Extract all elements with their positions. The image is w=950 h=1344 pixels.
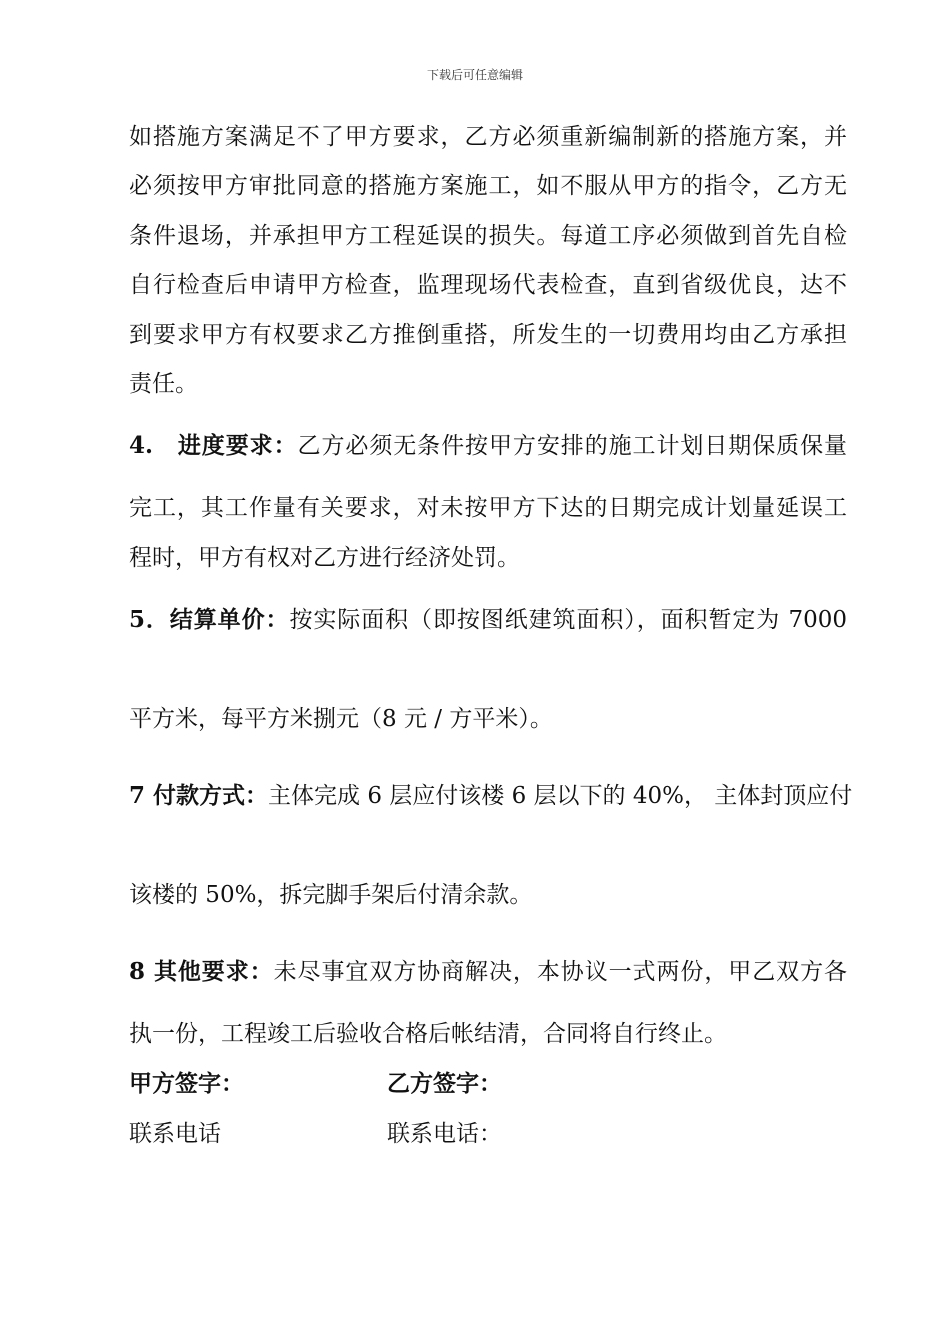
item5-line1 [129, 605, 847, 635]
paragraph-line: 条件退场，并承担甲方工程延误的损失。每道工序必须做到首先自检 [129, 223, 847, 249]
item7-label: 7 付款方式： [129, 782, 269, 809]
item5-label: 5．结算单价： [129, 606, 290, 633]
paragraph-line: 责任。 [129, 371, 198, 397]
item8-line1 [129, 957, 847, 987]
item4-line1 [129, 431, 847, 461]
item5-line2: 平方米，每平方米捌元（8 元 / 方平米）。 [129, 706, 553, 732]
page-header: 下载后可任意编辑 [426, 68, 523, 82]
item8-label: 8 其他要求： [129, 958, 274, 985]
item8-text: 未尽事宜双方协商解决，本协议一式两份，甲乙双方各 [273, 959, 847, 985]
item8-line2: 执一份，工程竣工后验收合格后帐结清，合同将自行终止。 [129, 1021, 727, 1047]
paragraph-line: 如搭施方案满足不了甲方要求，乙方必须重新编制新的搭施方案，并 [129, 124, 847, 150]
item7-line2: 该楼的 50%，拆完脚手架后付清余款。 [129, 882, 533, 908]
paragraph-line: 必须按甲方审批同意的搭施方案施工，如不服从甲方的指令，乙方无 [129, 173, 847, 199]
party-a-signature-label: 甲方签字： [129, 1070, 244, 1097]
item4-label: 4. 进度要求： [129, 432, 298, 459]
item4-line2: 完工，其工作量有关要求，对未按甲方下达的日期完成计划量延误工 [129, 495, 847, 521]
item5-text: 按实际面积（即按图纸建筑面积），面积暂定为 7000 [289, 607, 847, 633]
paragraph-line: 自行检查后申请甲方检查，监理现场代表检查，直到省级优良，达不 [129, 272, 847, 298]
party-b-signature-label: 乙方签字： [387, 1070, 502, 1097]
item4-line3: 程时，甲方有权对乙方进行经济处罚。 [129, 545, 520, 571]
item7-text: 主体完成 6 层应付该楼 6 层以下的 40%， 主体封顶应付 [268, 783, 853, 809]
item7-line1 [129, 781, 853, 811]
party-a-phone-label: 联系电话 [129, 1121, 221, 1147]
paragraph-line: 到要求甲方有权要求乙方推倒重搭，所发生的一切费用均由乙方承担 [129, 322, 847, 348]
party-b-phone-label: 联系电话： [387, 1121, 502, 1147]
item4-text: 乙方必须无条件按甲方安排的施工计划日期保质保量 [297, 433, 848, 459]
